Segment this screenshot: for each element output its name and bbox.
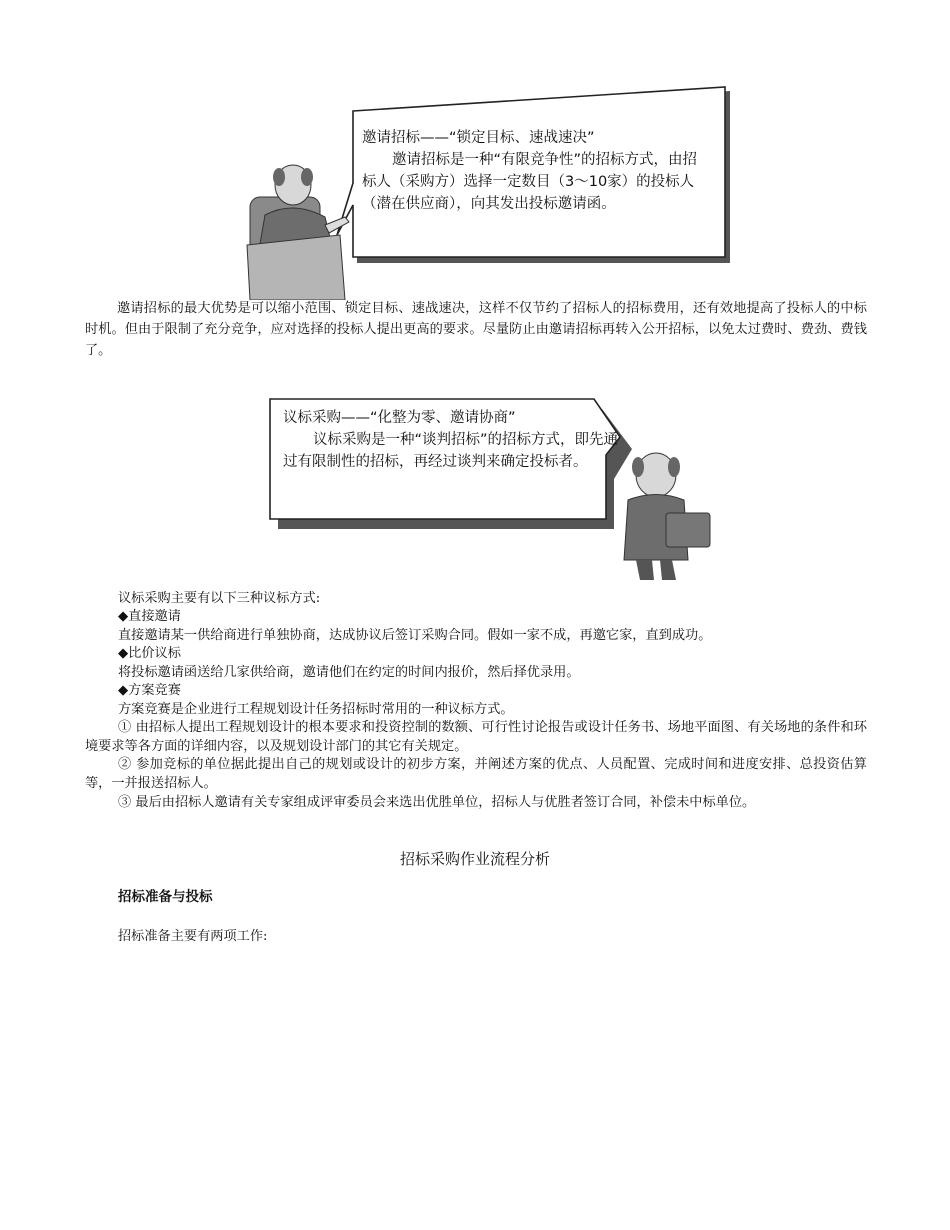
figure1-body: 邀请招标是一种“有限竞争性”的招标方式，由招标人（采购方）选择一定数目（3～10家）的投标人（潜在供应商），向其发出投标邀请函。 [362, 152, 698, 212]
figure1-title: 邀请招标——“锁定目标、速战速决” [362, 130, 595, 146]
step-item: ③ 最后由招标人邀请有关专家组成评审委员会来选出优胜单位，招标人与优胜者签订合同，补偿未中标单位。 [118, 795, 756, 810]
step-item: ① 由招标人提出工程规划设计的根本要求和投资控制的数额、可行性讨论报告或设计任务书、场地平面图、有关场地的条件和环境要求等各方面的详细内容，以及规划设计部门的其它有关规定。 [85, 720, 867, 754]
method-text: 直接邀请某一供给商进行单独协商，达成协议后签订采购合同。假如一家不成，再邀它家，直到成功。 [118, 628, 712, 643]
methods-intro: 议标采购主要有以下三种议标方式: [118, 591, 321, 606]
method-heading: ◆方案竞赛 [118, 683, 181, 698]
closing-line: 招标准备主要有两项工作: [118, 929, 268, 944]
method-heading: ◆比价议标 [118, 646, 181, 661]
figure2-body: 议标采购是一种“谈判招标”的招标方式，即先通过有限制性的招标，再经过谈判来确定投标者。 [283, 432, 619, 470]
method-text: 将投标邀请函送给几家供给商，邀请他们在约定的时间内报价，然后择优录用。 [118, 665, 580, 680]
method-heading: ◆直接邀请 [118, 609, 181, 624]
method-text: 方案竞赛是企业进行工程规划设计任务招标时常用的一种议标方式。 [118, 702, 514, 717]
section-title: 招标采购作业流程分析 [399, 850, 550, 868]
figure2-caption [283, 407, 623, 473]
figure2-title: 议标采购——“化整为零、邀请协商” [283, 410, 516, 426]
step-item: ② 参加竞标的单位据此提出自己的规划或设计的初步方案，并阐述方案的优点、人员配置、完成时间和进度安排、总投资估算等，一并报送招标人。 [85, 757, 867, 791]
subsection-title: 招标准备与投标 [118, 889, 213, 905]
figure1-caption [362, 127, 702, 215]
paragraph-invite-advantage: 邀请招标的最大优势是可以缩小范围、锁定目标、速战速决，这样不仅节约了招标人的招标费用，还有效地提高了投标人的中标时机。但由于限制了充分竞争，应对选择的投标人提出更高的要求。尽量防止由邀请招标再转入公开招标，以免太过费时、费劲、费钱了。 [85, 301, 867, 358]
